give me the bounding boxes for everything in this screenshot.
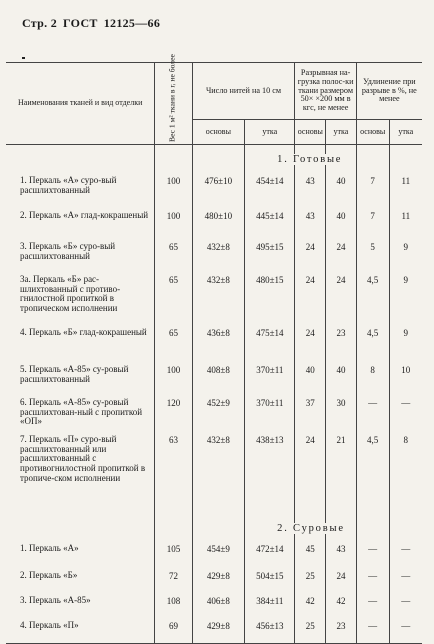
elong-warp-value: —: [356, 593, 389, 618]
standard-number: 12125—66: [103, 16, 161, 30]
fabric-name: 1. Перкаль «А» суро-вый расшлихтованный: [6, 173, 155, 208]
elong-weft-value: 11: [389, 208, 422, 239]
threads-weft-value: 504±15: [245, 568, 295, 593]
fabric-name: 2. Перкаль «Б»: [6, 568, 155, 593]
weight-value: 105: [155, 541, 192, 568]
break-warp-value: 37: [295, 395, 326, 432]
threads-warp-value: 406±8: [192, 593, 245, 618]
table-row: [6, 239, 422, 272]
header-threads-warp: основы: [192, 120, 245, 145]
section-title: 1. Готовые: [277, 154, 343, 165]
header-break-weft: утка: [326, 120, 357, 145]
fabric-name: 3. Перкаль «А-85»: [6, 593, 155, 618]
weight-value: 72: [155, 568, 192, 593]
threads-weft-value: 480±15: [245, 272, 295, 325]
weight-value: 120: [155, 395, 192, 432]
table-row: [6, 593, 422, 618]
elong-weft-value: —: [389, 395, 422, 432]
elong-weft-value: —: [389, 541, 422, 568]
threads-warp-value: 429±8: [192, 568, 245, 593]
break-warp-value: 24: [295, 432, 326, 507]
break-warp-value: 43: [295, 208, 326, 239]
break-weft-value: 30: [326, 395, 357, 432]
fabric-name: 4. Перкаль «Б» глад-кокрашеный: [6, 325, 155, 362]
table-row: [6, 173, 422, 208]
header-elong-warp: основы: [356, 120, 389, 145]
break-weft-value: 24: [326, 239, 357, 272]
break-warp-value: 43: [295, 173, 326, 208]
elong-warp-value: 7: [356, 173, 389, 208]
break-warp-value: 45: [295, 541, 326, 568]
table-row: [6, 325, 422, 362]
header-break-warp: основы: [295, 120, 326, 145]
break-weft-value: 24: [326, 568, 357, 593]
table-row: [6, 541, 422, 568]
break-weft-value: 42: [326, 593, 357, 618]
bullet-mark: [22, 57, 25, 59]
elong-weft-value: 11: [389, 173, 422, 208]
threads-warp-value: 436±8: [192, 325, 245, 362]
break-warp-value: 24: [295, 272, 326, 325]
fabric-spec-table: [6, 53, 422, 644]
weight-value: 100: [155, 173, 192, 208]
threads-warp-value: 408±8: [192, 362, 245, 395]
break-weft-value: 43: [326, 541, 357, 568]
threads-warp-value: 480±10: [192, 208, 245, 239]
break-warp-value: 25: [295, 568, 326, 593]
elong-weft-value: 9: [389, 239, 422, 272]
break-warp-value: 25: [295, 618, 326, 644]
threads-weft-value: 456±13: [245, 618, 295, 644]
elong-warp-value: 7: [356, 208, 389, 239]
fabric-name: 4. Перкаль «П»: [6, 618, 155, 644]
section-row: [6, 507, 422, 541]
break-weft-value: 40: [326, 208, 357, 239]
fabric-name: 5. Перкаль «А-85» су-ровый расшлихтованный: [6, 362, 155, 395]
elong-warp-value: 8: [356, 362, 389, 395]
elong-weft-value: —: [389, 568, 422, 593]
break-warp-value: 40: [295, 362, 326, 395]
standard-code: ГОСТ: [63, 16, 98, 30]
break-weft-value: 21: [326, 432, 357, 507]
break-warp-value: 24: [295, 239, 326, 272]
elong-warp-value: 4,5: [356, 432, 389, 507]
fabric-name: 7. Перкаль «П» суро-вый расшлихтованный или расшлихтованный с противогнилостной пропиткой в тропиче-ском исполнении: [6, 432, 155, 507]
table-row: [6, 395, 422, 432]
break-weft-value: 24: [326, 272, 357, 325]
elong-weft-value: 9: [389, 272, 422, 325]
elong-warp-value: —: [356, 541, 389, 568]
table-row: [6, 208, 422, 239]
fabric-name: 3а. Перкаль «Б» рас-шлихтованный с противо-гнилостной пропиткой в тропическом исполнении: [6, 272, 155, 325]
section-title: 2. Суровые: [277, 523, 345, 534]
weight-value: 108: [155, 593, 192, 618]
weight-value: 65: [155, 239, 192, 272]
weight-value: 63: [155, 432, 192, 507]
fabric-name: 2. Перкаль «А» глад-кокрашеный: [6, 208, 155, 239]
elong-warp-value: 5: [356, 239, 389, 272]
threads-warp-value: 432±8: [192, 239, 245, 272]
threads-weft-value: 370±11: [245, 362, 295, 395]
break-weft-value: 23: [326, 618, 357, 644]
threads-weft-value: 438±13: [245, 432, 295, 507]
page-header: [22, 16, 160, 31]
weight-value: 65: [155, 272, 192, 325]
threads-weft-value: 495±15: [245, 239, 295, 272]
break-warp-value: 24: [295, 325, 326, 362]
break-weft-value: 23: [326, 325, 357, 362]
header-elongation: Удлинение при разрыве в %, не менее: [356, 63, 422, 120]
threads-weft-value: 384±11: [245, 593, 295, 618]
threads-warp-value: 452±9: [192, 395, 245, 432]
header-elong-weft: утка: [389, 120, 422, 145]
fabric-name: 3. Перкаль «Б» суро-вый расшлихтованный: [6, 239, 155, 272]
threads-warp-value: 476±10: [192, 173, 245, 208]
page-number: Стр. 2: [22, 16, 58, 30]
weight-value: 65: [155, 325, 192, 362]
header-break: Разрывная на-грузка полос-ки ткани размером 50× ×200 мм в кгс, не менее: [295, 63, 356, 120]
table-row: [6, 432, 422, 507]
table-row: [6, 362, 422, 395]
weight-value: 69: [155, 618, 192, 644]
threads-warp-value: 432±8: [192, 432, 245, 507]
break-weft-value: 40: [326, 173, 357, 208]
elong-weft-value: 10: [389, 362, 422, 395]
header-threads-weft: утка: [245, 120, 295, 145]
weight-value: 100: [155, 208, 192, 239]
threads-warp-value: 429±8: [192, 618, 245, 644]
threads-warp-value: 432±8: [192, 272, 245, 325]
threads-weft-value: 445±14: [245, 208, 295, 239]
threads-weft-value: 475±14: [245, 325, 295, 362]
threads-weft-value: 370±11: [245, 395, 295, 432]
table-row: [6, 618, 422, 644]
threads-weft-value: 454±14: [245, 173, 295, 208]
elong-weft-value: —: [389, 593, 422, 618]
header-name: Наименования тканей и вид отделки: [6, 63, 155, 145]
break-warp-value: 42: [295, 593, 326, 618]
elong-warp-value: 4,5: [356, 325, 389, 362]
elong-warp-value: —: [356, 618, 389, 644]
break-weft-value: 40: [326, 362, 357, 395]
elong-weft-value: 9: [389, 325, 422, 362]
header-threads: Число нитей на 10 см: [192, 63, 295, 120]
threads-weft-value: 472±14: [245, 541, 295, 568]
header-weight: Вес 1 м² ткани в г, не более: [155, 63, 192, 145]
elong-warp-value: 4,5: [356, 272, 389, 325]
fabric-name: 6. Перкаль «А-85» су-ровый расшлихтован-ный с пропиткой «ОП»: [6, 395, 155, 432]
fabric-name: 1. Перкаль «А»: [6, 541, 155, 568]
threads-warp-value: 454±9: [192, 541, 245, 568]
weight-value: 100: [155, 362, 192, 395]
section-row: [6, 145, 422, 174]
elong-weft-value: 8: [389, 432, 422, 507]
elong-weft-value: —: [389, 618, 422, 644]
table-row: [6, 272, 422, 325]
table-row: [6, 568, 422, 593]
elong-warp-value: —: [356, 395, 389, 432]
elong-warp-value: —: [356, 568, 389, 593]
